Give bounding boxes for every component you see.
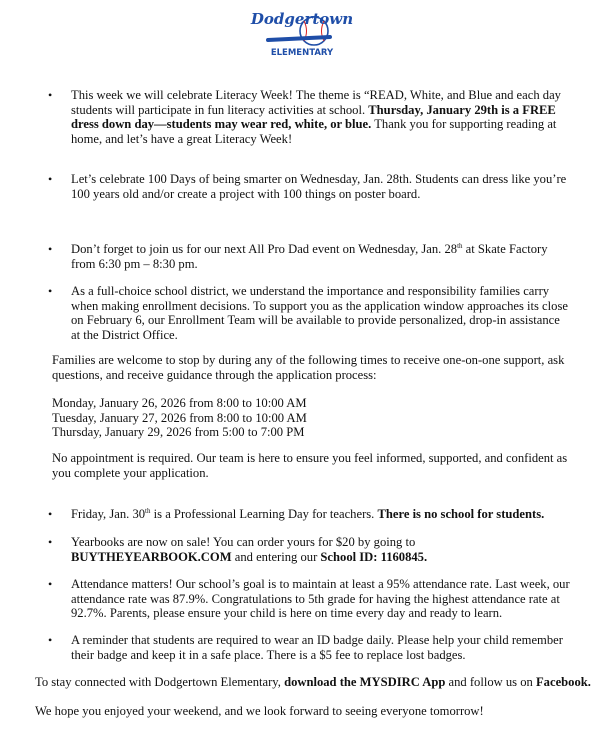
bullet-dot: • bbox=[48, 633, 53, 647]
hundred-days-text: Let’s celebrate 100 Days of being smarter on Wednesday, Jan. 28th. Students can dress like you’re 100 years old and/or create a project with 100 things on poster board. bbox=[71, 172, 567, 201]
bullet-dot: • bbox=[48, 172, 53, 186]
closing-line: We hope you enjoyed your weekend, and we look forward to seeing everyone tomorrow! bbox=[35, 704, 484, 718]
stay-connected-line: To stay connected with Dodgertown Elementary, download the MYSDIRC App and follow us on Facebook. bbox=[35, 675, 591, 689]
logo-subtitle: ELEMENTARY bbox=[270, 48, 334, 58]
enrollment-text: As a full-choice school district, we understand the importance and responsibility families carry when making enrollment decisions. To support you as the application window approaches its close on February 6, our Enrollment Team will be available to provide personalized, drop-in assistance at the District Office. bbox=[71, 284, 568, 342]
no-appointment-note: No appointment is required. Our team is here to ensure you feel informed, supported, and confident as you complete your application. bbox=[52, 451, 568, 480]
bullet-dot: • bbox=[48, 242, 53, 256]
logo-name: Dodgertown bbox=[250, 10, 354, 28]
pl-day-text: Friday, Jan. 30th is a Professional Learning Day for teachers. There is no school for students. bbox=[71, 507, 545, 521]
drop-in-times bbox=[52, 396, 572, 440]
time-slot: Tuesday, January 27, 2026 from 8:00 to 10:00 AM bbox=[52, 410, 307, 425]
yearbook-text: Yearbooks are now on sale! You can order yours for $20 by going to BUYTHEYEARBOOK.COM and entering our School ID: 1160845. bbox=[71, 535, 428, 564]
attendance-text: Attendance matters! Our school’s goal is to maintain at least a 95% attendance rate. Last week, our attendance rate was 87.9%. Congratulations to 5th grade for having the highest attendance rate at 92.7%. Parents, please ensure your child is here on time every day and ready to learn. bbox=[71, 577, 570, 621]
bullet-dot: • bbox=[48, 577, 53, 591]
literacy-week-text: This week we will celebrate Literacy Week! The theme is “READ, White, and Blue and each day students will participate in fun literacy activities at school. Thursday, January 29th is a FREE dress down day—students may wear red, white, or blue. Thank you for supporting reading at home, and let’s have a great Literacy Week! bbox=[71, 88, 561, 146]
baseball-logo-icon bbox=[250, 2, 354, 64]
bullet-dot: • bbox=[48, 535, 53, 549]
id-badge-text: A reminder that students are required to wear an ID badge daily. Please help your child remember their badge and keep it in a safe place. There is a $5 fee to replace lost badges. bbox=[71, 633, 563, 662]
time-slot: Monday, January 26, 2026 from 8:00 to 10:00 AM bbox=[52, 396, 307, 410]
bullet-dot: • bbox=[48, 88, 53, 102]
time-slot: Thursday, January 29, 2026 from 5:00 to 7:00 PM bbox=[52, 425, 305, 440]
bullet-dot: • bbox=[48, 507, 53, 521]
bullet-dot: • bbox=[48, 284, 53, 298]
families-intro: Families are welcome to stop by during any of the following times to receive one-on-one support, ask questions, and receive guidance through the application process: bbox=[52, 353, 565, 382]
school-logo bbox=[250, 2, 354, 64]
all-pro-dad-text: Don’t forget to join us for our next All Pro Dad event on Wednesday, Jan. 28th at Skate Factory from 6:30 pm – 8:30 pm. bbox=[71, 242, 548, 271]
